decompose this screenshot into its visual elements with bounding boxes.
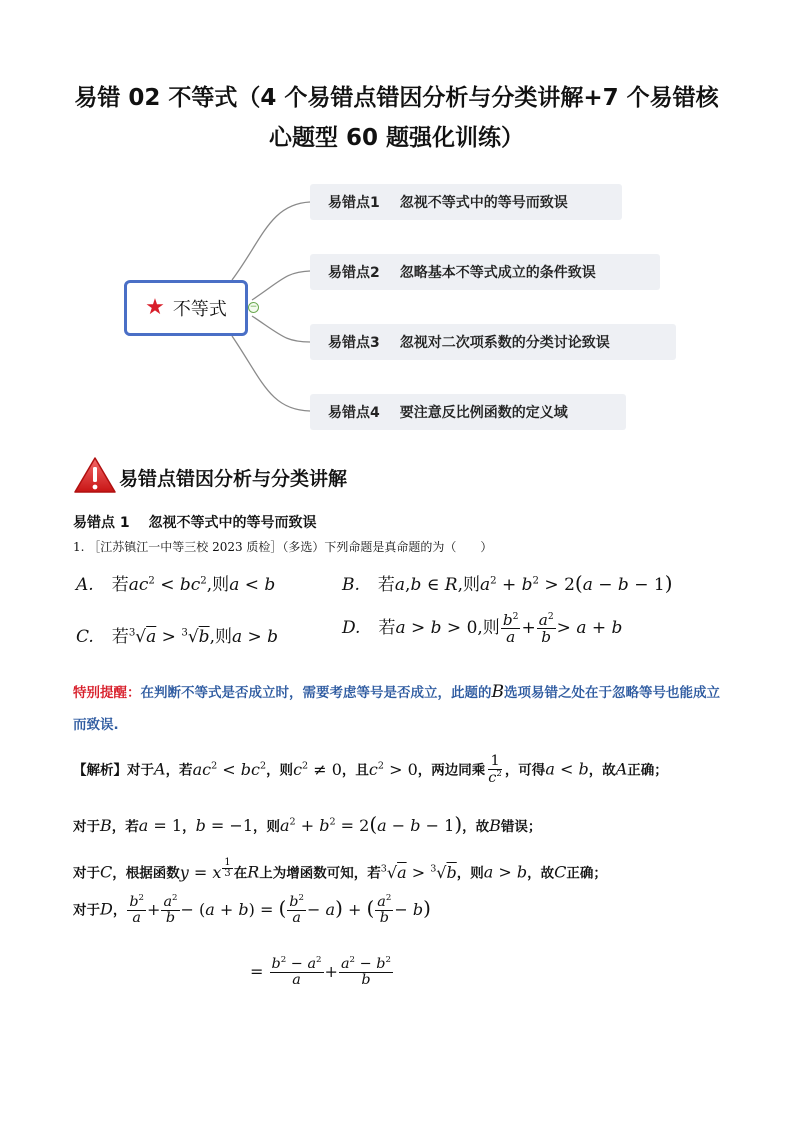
reminder-label: 特别提醒： [73,685,141,701]
option-a[interactable]: A. 若$ac^2 < bc^2$,则a < b [76,575,276,595]
node-text: 要注意反比例函数的定义域 [399,405,568,421]
node-tag: 易错点4 [328,405,380,421]
node-tag: 易错点2 [328,265,380,281]
collapse-icon[interactable]: − [249,302,258,312]
analysis-line-a: 【解析】对于A，若$ac^2 < bc^2$，则$c^2 \ne 0$，且$c^2 > 0$，两边同乘 $\frac{1}{c^2}$ ，可得a < b，故A正确； [73,753,668,786]
star-icon: ★ [145,295,165,320]
option-b[interactable]: B. 若a,b ∈ R,则$a^2 + b^2 > 2(a - b - 1)$ [342,571,673,595]
section-heading [73,456,347,494]
subsection-tag: 易错点 1 [73,515,130,531]
title-line-2: 心题型 60 题强化训练） [268,125,525,151]
subsection-text: 忽视不等式中的等号而致误 [148,515,317,531]
analysis-line-d: 对于D， $\frac{b^2}{a}$ + $\frac{a^2}{b}$ − (a + b) = ( $\frac{b^2}{a}$ − a) + ( $\frac{a^2}{b}$ − b) [73,893,431,926]
warning-icon [73,456,117,494]
mindmap-node-1[interactable] [310,184,622,220]
analysis-line-d2: = $\frac{b^2 - a^2}{a}$ + $\frac{a^2 - b^2}{b}$ [250,955,391,988]
mindmap-node-4[interactable] [310,394,626,430]
mindmap-node-2[interactable] [310,254,660,290]
mindmap-root-label: 不等式 [172,299,227,320]
node-text: 忽视不等式中的等号而致误 [399,195,568,211]
question-stem: 1. ［江苏镇江一中等三校 2023 质检］（多选）下列命题是真命题的为（ ） [73,540,493,554]
option-d[interactable]: D. 若a > b > 0,则 $\frac{b^2}{a}$ + $\frac{a^2}{b}$ > a + b [342,611,623,647]
special-reminder: 特别提醒：在判断不等式是否成立时，需要考虑等号是否成立，此题的B选项易错之处在于忽略等号也能成立而致误. [73,682,720,733]
node-tag: 易错点1 [328,195,380,211]
analysis-line-c: 对于C，根据函数y = x $^{\frac{1}{3}}$ 在R上为增函数可知，若$^3$√a > $^3$√b，则a > b，故C正确； [73,857,607,882]
section-heading-text: 易错点错因分析与分类讲解 [119,468,348,490]
analysis-line-b: 对于B，若a = 1，b = −1，则$a^2 + b^2 = 2(a - b - 1)$，故B错误； [73,812,542,836]
node-text: 忽略基本不等式成立的条件致误 [399,265,596,281]
node-text: 忽视对二次项系数的分类讨论致误 [399,335,610,351]
mindmap-node-3[interactable] [310,324,676,360]
option-c[interactable]: C. 若$^3$√a > $^3$√b,则a > b [76,627,279,647]
mindmap-root[interactable] [124,280,248,336]
title-line-1: 易错 02 不等式（4 个易错点错因分析与分类讲解+7 个易错核 [74,85,719,111]
subsection-heading [73,512,317,532]
node-tag: 易错点3 [328,335,380,351]
